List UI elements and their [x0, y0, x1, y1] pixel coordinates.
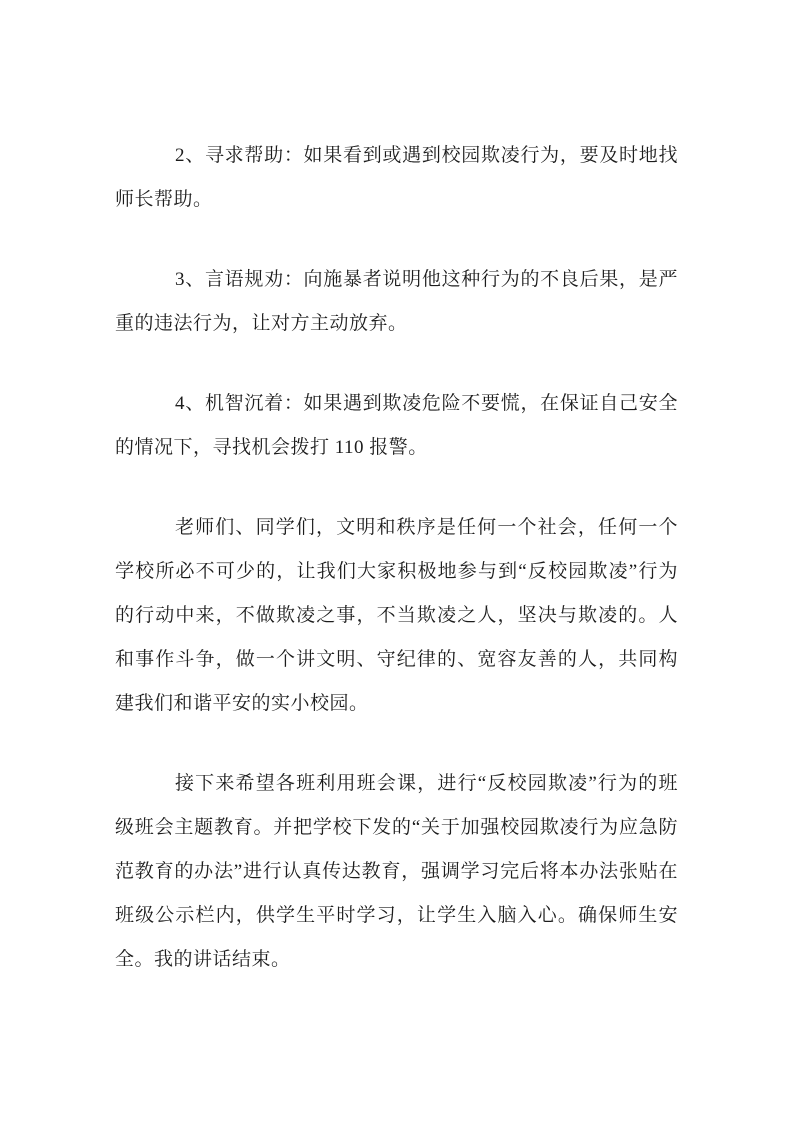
paragraph-seek-help: 2、寻求帮助：如果看到或遇到校园欺凌行为，要及时地找师长帮助。 — [115, 145, 678, 210]
paragraph-verbal-persuasion: 3、言语规劝：向施暴者说明他这种行为的不良后果，是严重的违法行为，让对方主动放弃。 — [115, 269, 678, 334]
paragraph-appeal-to-teachers-students: 老师们、同学们，文明和秩序是任何一个社会，任何一个学校所必不可少的，让我们大家积极地参与到“反校园欺凌”行为的行动中来，不做欺凌之事，不当欺凌之人，坚决与欺凌的。人和事作斗争，做一个讲文明、守纪律的、宽容友善的人，共同构建我们和谐平安的实小校园。 — [115, 517, 678, 714]
document-body — [115, 134, 678, 982]
paragraph-class-meeting-arrangement: 接下来希望各班利用班会课，进行“反校园欺凌”行为的班级班会主题教育。并把学校下发的“关于加强校园欺凌行为应急防范教育的办法”进行认真传达教育，强调学习完后将本办法张贴在班级公示栏内，供学生平时学习，让学生入脑入心。确保师生安全。我的讲话结束。 — [115, 773, 678, 970]
paragraph-stay-calm-call-110: 4、机智沉着：如果遇到欺凌危险不要慌，在保证自己安全的情况下，寻找机会拨打 110 报警。 — [115, 393, 678, 458]
